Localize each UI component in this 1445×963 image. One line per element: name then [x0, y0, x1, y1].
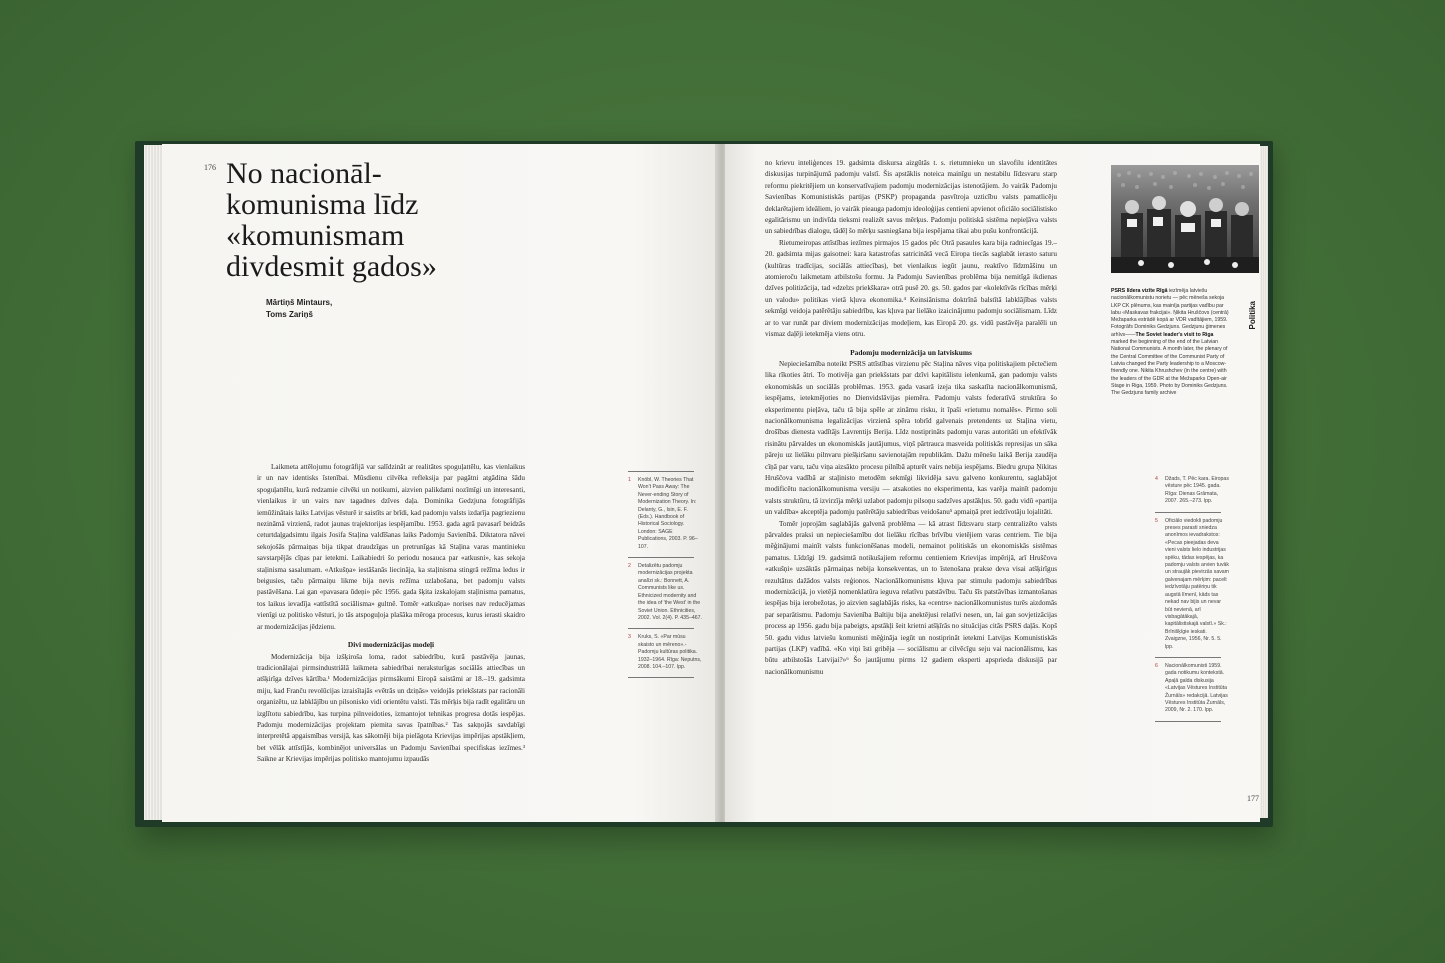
footnote-text: Džads, T. Pēc kara. Eiropas vēsture pēc 1945. gada. Rīga: Dienas Grāmata, 2007. 265.–273. lpp. — [1165, 476, 1229, 505]
caption-text-en: marked the beginning of the end of the Latvian National Communists. A month later, the plenary of the Central Committee of the Communist Party of Latvia changed the Party leadership to a Moscow-friendly one. Nikita Khrushchev (in the centre) with the leaders of the GDR at the Mežaparks Open-air Stage in Riga, 1959. Photo by Dominiks Gedzjuns. The Gedzjuns family archive — [1111, 339, 1228, 397]
footnote — [628, 563, 702, 622]
title-line: komunisma līdz — [226, 188, 419, 221]
footnote-rule — [628, 628, 694, 629]
right-page — [725, 144, 1260, 822]
body-paragraph: no krievu inteliģences 19. gadsimta diskursa aizgūtās t. s. rietumnieku un slavofilu identitātes diskusijas turpinājumā padomju valstī. Šis apstāklis noteica mainīgu un nestabilu līdzsvaru starp reformu piekritējiem un konservatīvajiem padomju modernizācijas istenotājiem. Jo vairāk Padomju Savienības Komunistiskās partijas (PSKP) propaganda pasvītroja uzticību valsts pamatlicēju deklarētajiem ideāliem, jo vairāk pieauga padomju ideoloģijas centieni apvienot oficiālo sociālistisko egalitārismu un indivīda tieksmi realizēt savus mērķus. Padomju politiskā sistēma nepieļāva valsts un sabiedrības dialogu, tādēļ šo mērķu sasniegšana bija iespējama tikai abu pušu konfrontācijā. — [765, 159, 1057, 236]
footnote — [1155, 518, 1229, 651]
footnote-rule — [628, 471, 694, 472]
footnote-text: Detalizētu padomju modernizācijas projekta analīzi sk.: Bonnett, A. Communists like us. Ethnicized modernity and the idea of 'the West' in the Soviet Union. Ethnicities, 2002. Vol. 2(4). P. 435–467. — [638, 563, 702, 621]
caption-text-lv: iezīmēja latviešu nacionālkomunistu norietu — pēc mēneša sekoja LKP CK plēnums, kas mainīja partijas vadību par labu «Maskavas frakcijai». Ņikita Hruščovs (centrā) Mežaparka estrādē kopā ar VDR vadītājiem, 1959. Fotogrāfs Dominiks Gedzjuns. Gedzjunu ģimenes arhīvs—— — [1111, 288, 1229, 338]
footnote — [1155, 476, 1229, 506]
title-line: No nacionāl- — [226, 157, 382, 190]
section-label: Politika — [1248, 301, 1257, 330]
body-paragraph: Laikmeta attēlojumu fotogrāfijā var salīdzināt ar realitātes spoguļattēlu, kas vienlaikus ir un nav identisks īstenībai. Mūsdienu cilvēka refleksija par pagātni atgādina šādu spoguļattēlu, kurā redzamie cilvēki un notikumi, aizvien palikdami nozīmīgi un interesanti, vienlaikus ir un vairs nav tagadnes dzīves daļa. Dominika Gedzjuna fotogrāfijās iemūžinātais laiks Latvijas vēsturē ir saistīts ar brīdi, kad padomju valsts izdarīja pagriezienu nezināmā virzienā, radot jaunas trajektorijas iespējamību. 1953. gada agrā pavasarī beidzās ceturtdaļgadsimtu ilgais Josifa Staļina valdīšanas laiks Padomju Savienībā. Diktatora nāvei sekojošās pārmaiņas bija tikpat draudzīgas un pretrunīgas kā Staļina varas mantinieku savstarpējās cīņas par ietekmi. Laikabiedri šo periodu nosauca par «atkusni», kas sekoja staļinisma sasalumam. «Atkušņa» iestāšanās liecināja, ka staļinisma stingrā režīma ledus ir beigusies, taču pārmaiņu likme bija nevis režīma uzlabošana, bet padomju valsts pastāvēšana. Lai gan «pavasara ūdeņi» pēc 1956. gada šķita izskalojam staļinisma pamatus, tos laikus ievadīja «attīstītā sociālisma» gultnē. Tomēr «atkušņa» norises nav reducējamas vienīgi uz politisko vēsturi, jo tās atspoguļoja plašāka mēroga procesus, kurus ierasti skaidro ar modernizācijas jēdzienu. — [257, 463, 525, 631]
body-paragraph: Modernizācija bija izšķiroša loma, radot sabiedrību, kurā pastāvēja jaunas, tradicionālajai pirmsindustriālā laikmeta sabiedrībai neraksturīgas sociālās attiecības un atšķirīga dzīves kārtība.¹ Modernizācijas pirmsākumi Eiropā saistāmi ar 18.–19. gadsimta miju, kad Franču revolūcijas izraisītajās «vētrās un dziņās» veidojās priekšstats par racionāli organizētu, uz labklājību un pilsonisko vidi orientētu valsti. Tās mērķis bija radīt egalitāru un izglītotu sabiedrību, kas turpina pilnveidoties, izmantojot tehnikas progresa dotās iespējas. Padomju modernizācijas projektam piemita savas īpatnības.² Tas sakņojās savdabīgi interpretētā apgaismības versijā, kas sākotnēji bija pielāgota Krievijas impērijas apstākļiem, bet vēlāk attīstījās, kombinējot universālas un Padomju Savienībai specifiskas iezīmes.³ Saikne ar Krievijas impērijas politisko mantojumu izpaudās — [257, 652, 525, 764]
body-paragraph: Nepieciešamība noteikt PSRS attīstības virzienu pēc Staļina nāves viņa politiskajiem pēctečiem lika rīkoties ātri. To motivēja gan priekšstats par dzīvi kapitālistu ielenkumā, gan padomju valsts ekonomiskās un sociālās problēmas. 1953. gada vasarā izeja tika saskatīta nacionālkomunismā, iespējams, ietekmējoties no Dienvidslāvijas piemēra. Padomju valsts federatīvā struktūra šo eksperimentu pieļāva, taču tā bija spēle ar zināmu risku, it īpaši «rietumu nomalēs». Pirmo soli nacionālkomunisma legalizācijas virzienā spēra tobrīd galvenais pretendents uz Staļina vietu, drošības dienesta vadītājs Lavrentijs Berija. Līdz nostiprināts padomju varas autoritāti un efektīvāk risinātu pārvaldes un ekonomiskās jautājumus, viņš pārtrauca masveida politiskās represijas un sāka pāreju uz lielāku pilnvaru piešķiršanu savienotajām republikām. Dažu mēnešu laikā Berija zaudēja cīņā par varu, taču viņa aizsākto procesu pilnībā apturēt vairs nebija iespējams. Biedru grupa Ņikitas Hruščova vadībā ar staļinisto metodēm sekmīgi likvidēja savu galveno konkurentu, saglabājot modificētu nacionālkomunisma versiju — atsakoties no eksperimenta, kas varēja mainīt padomju valsts struktūru, tā izvirzīja mērķi uzlabot padomju pilsoņu sadzīves apstākļus. 50. gadu vidū «partija un valdība» akceptēja padomju patērētāju sabiedrības veidošanu⁵ apmaiņā pret iedzīvotāju lojalitāti. — [765, 359, 1057, 517]
footnote-number: 2 — [628, 563, 631, 570]
crowd-photo-illustration — [1111, 165, 1259, 273]
footnote-number: 5 — [1155, 517, 1158, 524]
footnote-rule — [1155, 657, 1221, 658]
author-name: Mārtiņš Mintaurs, — [266, 298, 333, 307]
footnote-text: Nacionālkomunisti 1959. gada notikumu kontekstā. Apaļā galda diskusija «Latvijas Vēstures Institūta Žurnāls» redakcijā. Latvijas Vēstures Institūta Žurnāls, 2009, Nr. 2. 170. lpp. — [1165, 662, 1228, 714]
footnote-rule — [628, 557, 694, 558]
body-paragraph: Tomēr joprojām saglabājās galvenā problēma — kā atrast līdzsvaru starp centralizēto valsts pārvaldes praksi un nepieciešamību dot lielāku rīcības brīvību vietējiem varas centriem. Tie bija mēģinājumi mainīt valsts funkcionēšanas modeli, nemainot politiskās un ekonomiskās sistēmas pamatus. Līdzīgi 19. gadsimtā notikušajiem reformu centieniem Krievijas impērijā, arī Hruščova «atkušņi» uzsāktās pārmaiņas nebija konsekventas, un to īstenošana prakse deva visai atšķirīgus rezultātus dažādos valsts reģionos. Nacionālkomunisms kļuva par stimulu padomju sabiedrības modernizācijā, jo vietējā nomenklatūra ieguva relatīvu patstāvību. Taču šīs patstāvības izmantošanas iespējas bija ierobežotas, jo aizvien saglabājās risks, ka «centrs» nacionālkomunistus turēs aizdomās par separātismu. Padomju Savienība Baltiju bija anektējusi relatīvi nesen, un, lai gan sovjetizācijas process ap 1956. gadu bija pabeigts, apstākļi šeit krietni atšķīrās no situācijas citās PSRS daļās. Kopš 50. gadu vidus latviešu komunisti mēģināja iegūt un nostiprināt ietekmi Latvijas Komunistiskās partijas (LKP) vadībā. «Ko viņi īsti gribēja — sociālismu ar cilvēcīgu seju vai nacionālismu, kas būtu atbilstošās Latvijai?»⁶ Šo jautājumu pirms 12 gadiem eksperti apsprieda diskusijā par nacionālkomunismu — [765, 519, 1057, 676]
photo-caption — [1111, 288, 1231, 397]
footnote-text: Knöbl, W. Theories That Won't Pass Away: The Never-ending Story of Modernization Theory. In: Delanty, G., Isin, E. F. (Eds.). Handbook of Historical Sociology. London: SAGE Publications, 2003. P. 96–107. — [638, 477, 698, 550]
page-number-right: 177 — [1247, 794, 1259, 803]
footnote-rule — [1155, 512, 1221, 513]
footnote-rule — [1155, 721, 1221, 722]
article-title — [226, 158, 526, 282]
title-line: «komunismam — [226, 219, 405, 252]
section-heading: Padomju modernizācija un latviskums — [850, 347, 972, 357]
footnote — [1155, 663, 1229, 715]
page-number-left: 176 — [204, 163, 216, 172]
author-name: Toms Zariņš — [266, 310, 313, 319]
left-body-column — [257, 462, 525, 766]
footnote — [628, 634, 702, 671]
footnote-number: 1 — [628, 477, 631, 483]
body-paragraph: Rietumeiropas attīstības iezīmes pirmajos 15 gados pēc Otrā pasaules kara bija radniecīgas 19.–20. gadsimta mijas gaisotnei: kara katastrofas satricinātā vecā Eiropa tiecās saglabāt ierasto saturu (kultūras tradīcijas, sociālās attiecības), bet vienlaikus iegūt jaunu, reaktīvo līdzmāšinu un atomieroču laikmetam atbilstošu formu. Ja Padomju Savienības problēma bija nemitīgā ikdienas dzīves politizācija, tad «dzelzs priekškara» otrā pusē 20. gs. 50. gados par «kolektīvās rīcības mērķi un valodu» politikas vietā kļuva ekonomika.⁴ Keinsiānisma doktrīnā balstītā labklājības valsts sekmīgi veidoja patērētāju sabiedrību, kas kļuva par lielāko izaicinājumu padomju sociālismam. Līdz ar to var runāt par diviem modernizācijas modeļiem, kas Eiropā 20. gs. vidū pastāvēja paralēli un vismaz daļēji ietekmēja viens otru. — [765, 238, 1057, 339]
title-line: divdesmit gados» — [226, 250, 437, 283]
left-page — [162, 144, 717, 822]
page-edges-left — [144, 145, 164, 820]
right-body-column — [765, 158, 1057, 678]
footnote-text: Oficiālo viedokli padomju preses parasti sniedza anonīmos ievadrakstos: «Pecas pieejadas deva vieni valsts lielo industrijas spēku, tādas iespējas, ka padomju valsts arvien tuvāk un straujāk pievirzās savam galvenajam mērķim: pacelt iedzīvotāju patēriņu tik augstā līmenī, kāds tas nekad nav bijis un nevar būt nevienā, arī visbagātākajā, kapitālistiskajā valstī.» Sk.: Brīnišķīgie ieskati. Zvaigzne, 1956, Nr. 5. 5. lpp. — [1165, 517, 1230, 650]
authors — [266, 297, 332, 321]
footnote-rule — [628, 677, 694, 678]
caption-title-en: The Soviet leader's visit to Riga — [1135, 331, 1214, 338]
left-footnotes — [628, 471, 702, 683]
section-heading: Divi modernizācijas modeļi — [347, 640, 435, 650]
historical-photo — [1111, 165, 1259, 273]
footnote-number: 6 — [1155, 662, 1158, 669]
footnote-number: 4 — [1155, 476, 1158, 482]
caption-title-lv: PSRS līdera vizīte Rīgā — [1111, 288, 1168, 294]
footnote — [628, 477, 702, 551]
footnote-number: 3 — [628, 634, 631, 641]
right-footnotes — [1155, 476, 1229, 727]
footnote-text: Kruks, S. «Par mūsu skaisto un mēreno».- Padomju kultūras politika. 1932–1964. Rīga: Neputns, 2008. 104.–107. lpp. — [638, 634, 702, 670]
